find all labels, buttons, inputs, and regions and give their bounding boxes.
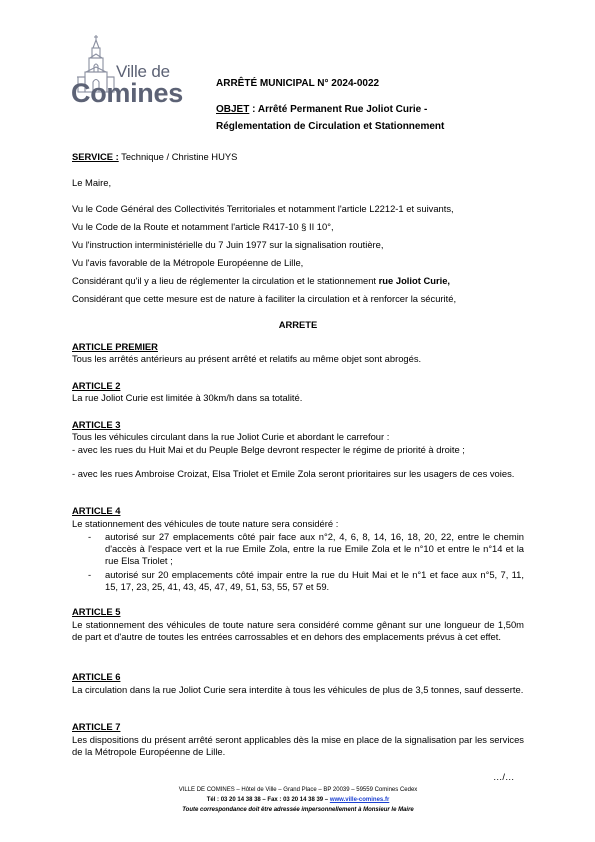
article-4-item-2 bbox=[88, 569, 524, 593]
article-7-text: Les dispositions du présent arrêté seront applicables dès la mise en place de la signalisation par les services de la Métropole Européenne de Lille. bbox=[72, 734, 524, 757]
footer bbox=[72, 785, 524, 815]
article-6-text: La circulation dans la rue Joliot Curie sera interdite à tous les véhicules de plus de 3,5 tonnes, sauf desserte. bbox=[72, 684, 524, 695]
article-3-item-2: - avec les rues Ambroise Croizat, Elsa Triolet et Emile Zola seront prioritaires sur les usagers de ces voies. bbox=[72, 468, 515, 479]
considerant-1-street: rue Joliot Curie, bbox=[378, 275, 451, 286]
article-4-item-1 bbox=[88, 531, 524, 567]
continuation-mark: …/… bbox=[493, 771, 515, 782]
objet-block bbox=[216, 101, 444, 135]
vu-line-1: Vu le Code Général des Collectivités Territoriales et notamment l'article L2212-1 et suivants, bbox=[72, 203, 454, 214]
article-4-intro: Le stationnement des véhicules de toute nature sera considéré : bbox=[72, 518, 339, 529]
bullet-dash-icon: - bbox=[88, 531, 92, 542]
article-5-text: Le stationnement des véhicules de toute nature sera considéré comme gênant sur une longueur de 1,50m de part et d'autre de toutes les entrées carrossables et en dehors des emplacements prévus à cet effet. bbox=[72, 619, 524, 642]
footer-address: VILLE DE COMINES – Hôtel de Ville – Grand Place – BP 20039 – 59559 Comines Cedex bbox=[178, 787, 418, 793]
article-3-title: ARTICLE 3 bbox=[72, 419, 121, 430]
considerant-line-1 bbox=[72, 275, 524, 287]
arrete-title: ARRÊTÉ MUNICIPAL N° 2024-0022 bbox=[216, 78, 380, 89]
objet-label: OBJET bbox=[216, 104, 250, 115]
vu-line-2: Vu le Code de la Route et notamment l'article R417-10 § II 10°, bbox=[72, 221, 334, 232]
service-value: Technique / Christine HUYS bbox=[118, 151, 238, 162]
article-1-title: ARTICLE PREMIER bbox=[72, 341, 158, 352]
logo-text-ville-de: Ville de bbox=[116, 62, 170, 81]
footer-website-link[interactable]: www.ville-comines.fr bbox=[329, 797, 390, 803]
footer-correspondence-note: Toute correspondance doit être adressée impersonnellement à Monsieur le Maire bbox=[182, 807, 414, 813]
article-2-title: ARTICLE 2 bbox=[72, 380, 121, 391]
logo-text-comines: Comines bbox=[71, 78, 183, 108]
article-4-item-2-text: autorisé sur 20 emplacements côté impair entre la rue du Huit Mai et le n°1 et face aux n°5, 7, 11, 15, 17, 23, 25, 41, 43, 45, 47, 49, 51, 53, 55, 57 et 59. bbox=[105, 569, 524, 592]
footer-phone-fax: Tél : 03 20 14 38 38 – Fax : 03 20 14 38 39 – bbox=[206, 797, 330, 803]
article-2-text: La rue Joliot Curie est limitée à 30km/h dans sa totalité. bbox=[72, 392, 303, 403]
article-1-text: Tous les arrêtés antérieurs au présent arrêté et relatifs au même objet sont abrogés. bbox=[72, 353, 422, 364]
article-6-title: ARTICLE 6 bbox=[72, 671, 121, 682]
service-line bbox=[72, 151, 524, 163]
bullet-dash-icon: - bbox=[88, 569, 92, 580]
footer-contact bbox=[72, 795, 524, 805]
considerant-1-text: Considérant qu'il y a lieu de réglementer la circulation et le stationnement bbox=[72, 275, 379, 286]
objet-line1: : Arrêté Permanent Rue Joliot Curie - bbox=[249, 104, 428, 115]
objet-line2: Réglementation de Circulation et Stationnement bbox=[216, 121, 445, 132]
article-5-title: ARTICLE 5 bbox=[72, 606, 121, 617]
vu-line-3: Vu l'instruction interministérielle du 7 Juin 1977 sur la signalisation routière, bbox=[72, 239, 384, 250]
article-3-intro: Tous les véhicules circulant dans la rue Joliot Curie et abordant le carrefour : bbox=[72, 431, 390, 442]
article-3-item-1: - avec les rues du Huit Mai et du Peuple Belge devront respecter le régime de priorité à droite ; bbox=[72, 444, 465, 455]
article-4-title: ARTICLE 4 bbox=[72, 505, 121, 516]
service-label: SERVICE : bbox=[72, 151, 119, 162]
le-maire: Le Maire, bbox=[72, 177, 112, 188]
considerant-line-2: Considérant que cette mesure est de nature à faciliter la circulation et à renforcer la sécurité, bbox=[72, 293, 457, 304]
article-4-item-1-text: autorisé sur 27 emplacements côté pair face aux n°2, 4, 6, 8, 14, 16, 18, 20, 22, entre le chemin d'accès à l'espace vert et la rue Emile Zola, entre la rue Emile Zola et le n°10 et entre le n°14 et la rue Elsa Triolet ; bbox=[105, 531, 524, 566]
vu-line-4: Vu l'avis favorable de la Métropole Européenne de Lille, bbox=[72, 257, 304, 268]
arrete-heading: ARRETE bbox=[278, 319, 318, 330]
article-7-title: ARTICLE 7 bbox=[72, 721, 121, 732]
